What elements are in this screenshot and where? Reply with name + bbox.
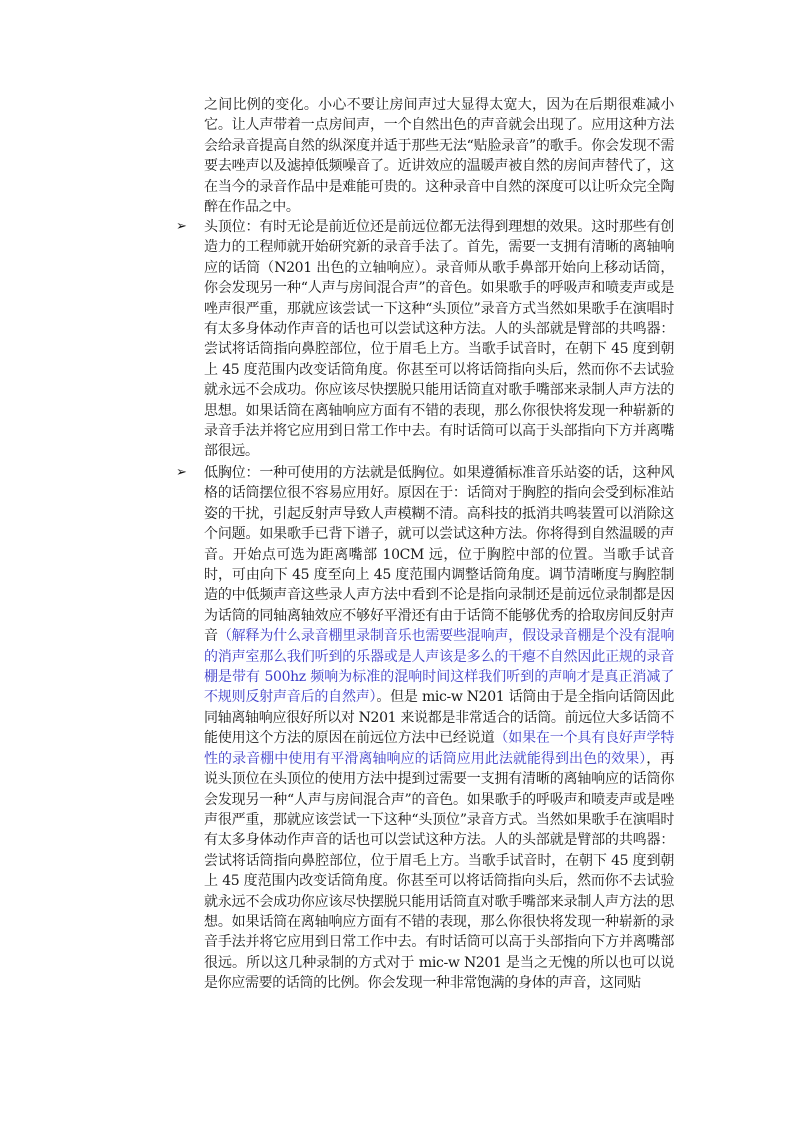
paragraph-text: ，再说头顶位在头顶位的使用方法中提到过需要一支拥有清晰的离轴响应的话筒你会发现另一种“人声与房间混合声”的音色。如果歌手的呼吸声和喷麦声或是唑声很严重，那就应该尝试一下这种“头顶位”录音方式。当然如果歌手在演唱时有太多身体动作声音的话也可以尝试这种方法。人的头部就是臂部的共鸣器：尝试将话筒指向鼻腔部位，位于眉毛上方。当歌手试音时，在朝下 45 度到朝上 45 度范围内改变话筒角度。你甚至可以将话筒指向头后，然而你不去试验就永远不会成功你应该尽快摆脱只能用话筒直对歌手嘴部来录制人声方法的思想。如果话筒在离轴响应方面有不错的表现，那么你很快将发现一种崭新的录音手法并将它应用到日常工作中去。有时话筒可以高于头部指向下方并离嘴部很远。所以这几种录制的方式对于 mic-w N201 是当之无愧的所以也可以说是你应需要的话筒的比例。你会发现一种非常饱满的身体的声音，这同贴 xyxy=(204,750,674,992)
paragraph-text: 低胸位：一种可使用的方法就是低胸位。如果遵循标准音乐站姿的话，这种风格的话筒摆位很不容易应用好。原因在于：话筒对于胸腔的指向会受到标准站姿的干扰，引起反射声导致人声模糊不清。高科技的抵消共鸣装置可以消除这个问题。如果歌手已背下谱子，就可以尝试这种方法。你将得到自然温暖的声音。开始点可选为距离嘴部 10CM 远，位于胸腔中部的位置。当歌手试音时，可由向下 45 度至向上 45 度范围内调整话筒角度。调节清晰度与胸腔制造的中低频声音这些录人声方法中看到不论是指向录制还是前远位录制都是因为话筒的同轴离轴效应不够好平滑还有由于话筒不能够优秀的拾取房间反射声音 xyxy=(204,465,674,645)
bullet-item-overhead-position: 头顶位：有时无论是前近位还是前远位都无法得到理想的效果。这时那些有创造力的工程师就开始研究新的录音手法了。首先，需要一支拥有清晰的离轴响应的话筒（N201 出色的立轴响应）。录音师从歌手鼻部开始向上移动话筒，你会发现另一种“人声与房间混合声”的音色。如果歌手的呼吸声和喷麦声或是唑声很严重，那就应该尝试一下这种“头顶位”录音方式当然如果歌手在演唱时有太多身体动作声音的话也可以尝试这种方法。人的头部就是臂部的共鸣器：尝试将话筒指向鼻腔部位，位于眉毛上方。当歌手试音时，在朝下 45 度到朝上 45 度范围内改变话筒角度。你甚至可以将话筒指向头后，然而你不去试验就永远不会成功。你应该尽快摆脱只能用话筒直对歌手嘴部来录制人声方法的思想。如果话筒在离轴响应方面有不错的表现，那么你很快将发现一种崭新的录音手法并将它应用到日常工作中去。有时话筒可以高于头部指向下方并离嘴部很远。 xyxy=(204,219,674,460)
bullet-arrow-icon: ➢ xyxy=(176,219,187,234)
intro-paragraph: 之间比例的变化。小心不要让房间声过大显得太宽大，因为在后期很难减小它。让人声带着一点房间声，一个自然出色的声音就会出现了。应用这种方法会给录音提高自然的纵深度并适于那些无法“贴脸录音”的歌手。你会发现不需要去唑声以及滤掉低频噪音了。近讲效应的温暖声被自然的房间声替代了，这在当今的录音作品中是难能可贵的。这种录音中自然的深度可以让听众完全陶醉在作品之中。 xyxy=(204,97,674,216)
paragraph-text: 。但是 mic-w N201 话筒由于是全指向话筒因此同轴离轴响应很好所以对 N201 来说都是非常适合的话筒。前远位大多话筒不能使用这个方法的原因在前远位方法中已经说道 xyxy=(204,689,674,747)
blue-annotation: （如果在一个具有良好声学特性的录音棚中使用有平滑离轴响应的话筒应用此法就能得到出色的效果） xyxy=(204,730,674,767)
blue-annotation: （解释为什么录音棚里录制音乐也需要些混响声，假设录音棚是个没有混响的消声室那么我们听到的乐器或是人声该是多么的干瘪不自然因此正规的录音棚是带有 500hz 频响为标准的混响时间这样我们听到的声响才是真正消减了不规则反射声音后的自然声） xyxy=(204,628,675,706)
bullet-arrow-icon: ➢ xyxy=(176,465,187,480)
bullet-item-low-chest-position xyxy=(204,463,674,994)
